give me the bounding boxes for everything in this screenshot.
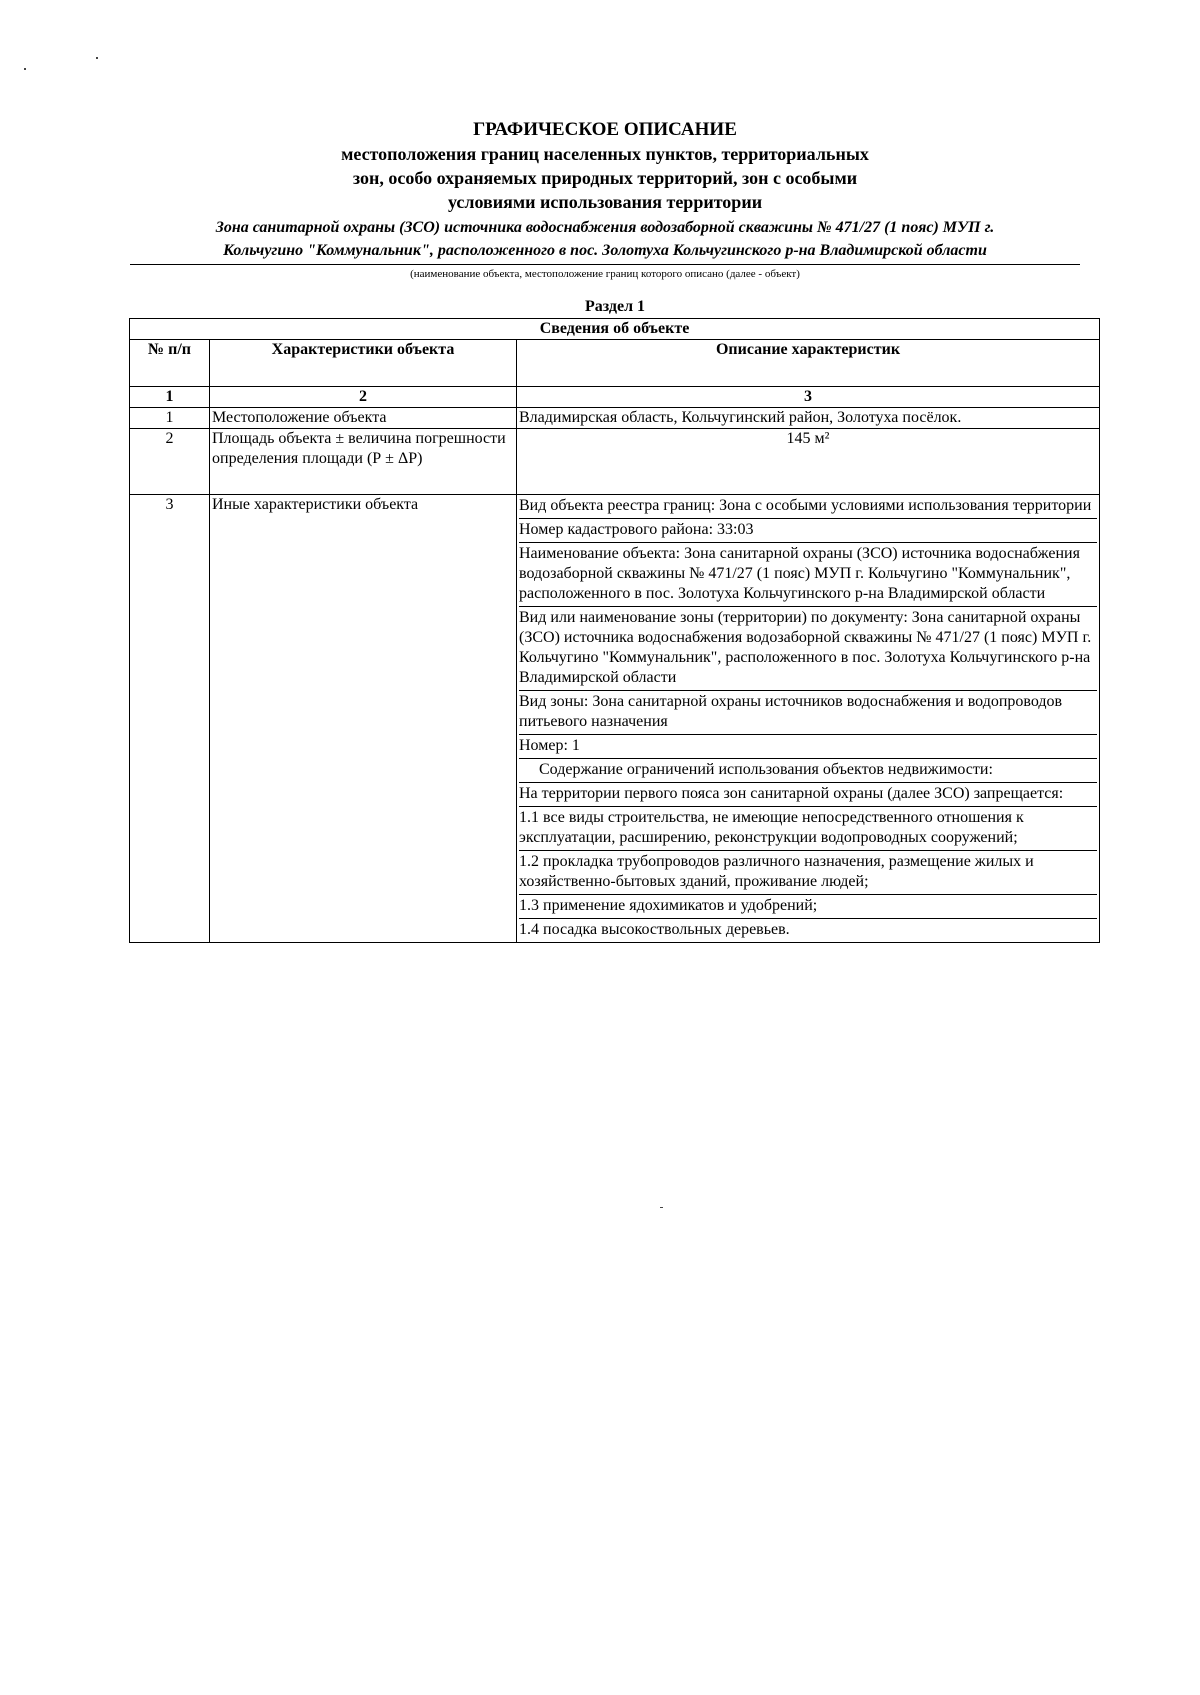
column-header-description: Описание характеристик (517, 340, 1100, 387)
description-paragraph: На территории первого пояса зон санитарной охраны (далее ЗСО) запрещается: (519, 783, 1097, 807)
description-paragraph: Номер кадастрового района: 33:03 (519, 519, 1097, 543)
table-title-row (130, 319, 1100, 340)
column-number-row (130, 387, 1100, 408)
scan-speck (660, 1207, 663, 1208)
section-title: Раздел 1 (584, 298, 646, 315)
table-header-row (130, 340, 1100, 387)
table-title: Сведения об объекте (130, 319, 1100, 340)
description-paragraph: 1.1 все виды строительства, не имеющие непосредственного отношения к эксплуатации, расширению, реконструкции водопроводных сооружений; (519, 807, 1097, 851)
column-header-characteristic: Характеристики объекта (210, 340, 517, 387)
row-description: Владимирская область, Кольчугинский район, Золотуха посёлок. (517, 408, 1100, 429)
row-number: 1 (130, 408, 210, 429)
row-characteristic: Площадь объекта ± величина погрешности определения площади (Р ± ΔР) (210, 429, 517, 495)
document-header (130, 118, 1080, 281)
row-number: 2 (130, 429, 210, 495)
description-paragraph: 1.2 прокладка трубопроводов различного назначения, размещение жилых и хозяйственно-бытовых зданий, проживание людей; (519, 851, 1097, 895)
row-characteristic: Иные характеристики объекта (210, 495, 517, 943)
description-paragraph: Содержание ограничений использования объектов недвижимости: (519, 759, 1097, 783)
description-paragraph: Вид или наименование зоны (территории) по документу: Зона санитарной охраны (ЗСО) источника водоснабжения водозаборной скважины № 471/27 (1 пояс) МУП г. Кольчугино "Коммунальник", расположенного в пос. Золотуха Кольчугинского р-на Владимирской области (519, 607, 1097, 691)
description-paragraph: Вид объекта реестра границ: Зона с особыми условиями использования территории (519, 495, 1097, 519)
object-info-table (129, 318, 1100, 943)
document-subtitle-line: зон, особо охраняемых природных территорий, зон с особыми (352, 168, 858, 188)
table-row (130, 495, 1100, 943)
column-header-number: № п/п (130, 340, 210, 387)
object-name-line: Кольчугино "Коммунальник", расположенного в пос. Золотуха Кольчугинского р-на Владимирской области (223, 242, 987, 259)
object-name-line: Зона санитарной охраны (ЗСО) источника водоснабжения водозаборной скважины № 471/27 (1 пояс) МУП г. (215, 219, 995, 236)
row-characteristic: Местоположение объекта (210, 408, 517, 429)
description-paragraph: 1.3 применение ядохимикатов и удобрений; (519, 895, 1097, 919)
object-caption: (наименование объекта, местоположение границ которого описано (далее - объект) (410, 268, 800, 280)
column-number: 3 (517, 387, 1100, 408)
object-name (130, 216, 1080, 265)
column-number: 1 (130, 387, 210, 408)
document-subtitle-line: местоположения границ населенных пунктов, территориальных (341, 144, 869, 164)
column-number: 2 (210, 387, 517, 408)
description-paragraph: Номер: 1 (519, 735, 1097, 759)
scan-speck (96, 57, 98, 59)
row-description: 145 м² (517, 429, 1100, 495)
description-paragraph: 1.4 посадка высокоствольных деревьев. (519, 921, 790, 938)
document-title: ГРАФИЧЕСКОЕ ОПИСАНИЕ (473, 119, 737, 140)
document-subtitle-line: условиями использования территории (447, 192, 763, 212)
description-paragraph: Наименование объекта: Зона санитарной охраны (ЗСО) источника водоснабжения водозаборной скважины № 471/27 (1 пояс) МУП г. Кольчугино "Коммунальник", расположенного в пос. Золотуха Кольчугинского р-на Владимирской области (519, 543, 1097, 607)
row-description (517, 495, 1100, 943)
description-paragraph: Вид зоны: Зона санитарной охраны источников водоснабжения и водопроводов питьевого назначения (519, 691, 1097, 735)
scan-speck (24, 68, 26, 70)
table-row (130, 408, 1100, 429)
table-row (130, 429, 1100, 495)
row-number: 3 (130, 495, 210, 943)
